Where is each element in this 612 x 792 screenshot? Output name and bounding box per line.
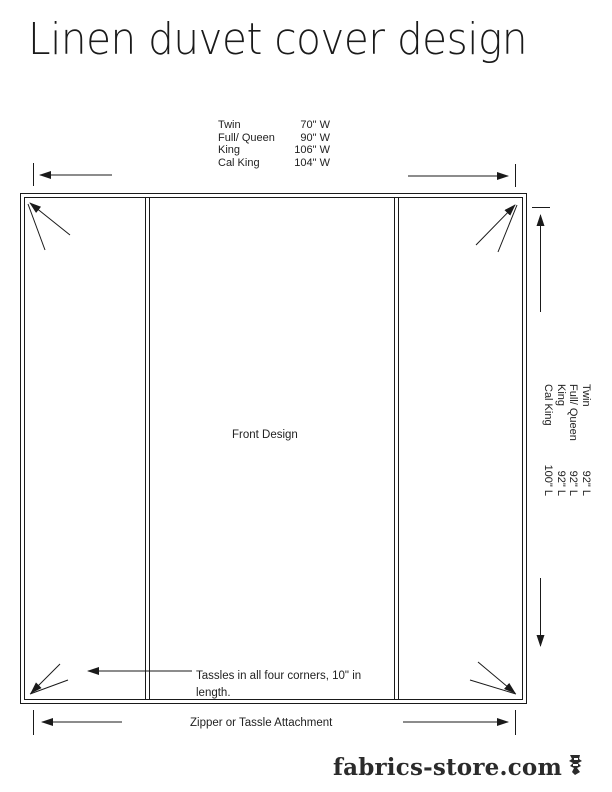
- size-value: 92" L: [580, 470, 592, 496]
- size-value: 92" L: [555, 470, 567, 496]
- zipper-label: Zipper or Tassle Attachment: [190, 717, 333, 729]
- size-label: Full/ Queen: [218, 131, 275, 144]
- page-title: Linen duvet cover design: [28, 14, 528, 65]
- duvet-outline-inner: [25, 198, 523, 700]
- size-label: Twin: [580, 384, 592, 407]
- tassel-top-left-icon: [28, 204, 45, 250]
- duvet-outline-outer: [21, 194, 527, 704]
- tassel-bottom-right-icon: [470, 680, 516, 694]
- brand-logo: [333, 753, 586, 782]
- size-value: 90" W: [300, 131, 330, 144]
- size-label: Full/ Queen: [567, 384, 580, 441]
- tassel-bottom-left-icon: [30, 680, 68, 694]
- tassel-top-left-icon: [30, 203, 70, 235]
- size-label: King: [218, 144, 241, 156]
- size-label: Cal King: [542, 384, 555, 426]
- size-value: 100" L: [542, 464, 555, 496]
- fabric-spool-icon: [566, 753, 586, 782]
- size-label: King: [555, 384, 567, 407]
- tassel-note: Tassles in all four corners, 10" in length.: [196, 670, 362, 699]
- size-value: 106" W: [294, 144, 330, 156]
- size-value: 104" W: [294, 156, 330, 169]
- logo-text: fabrics-store.com: [333, 754, 562, 781]
- size-label: Twin: [218, 119, 241, 131]
- size-value: 70" W: [300, 119, 330, 131]
- front-design-label: Front Design: [232, 429, 298, 441]
- size-value: 92" L: [567, 470, 580, 496]
- size-label: Cal King: [218, 156, 260, 169]
